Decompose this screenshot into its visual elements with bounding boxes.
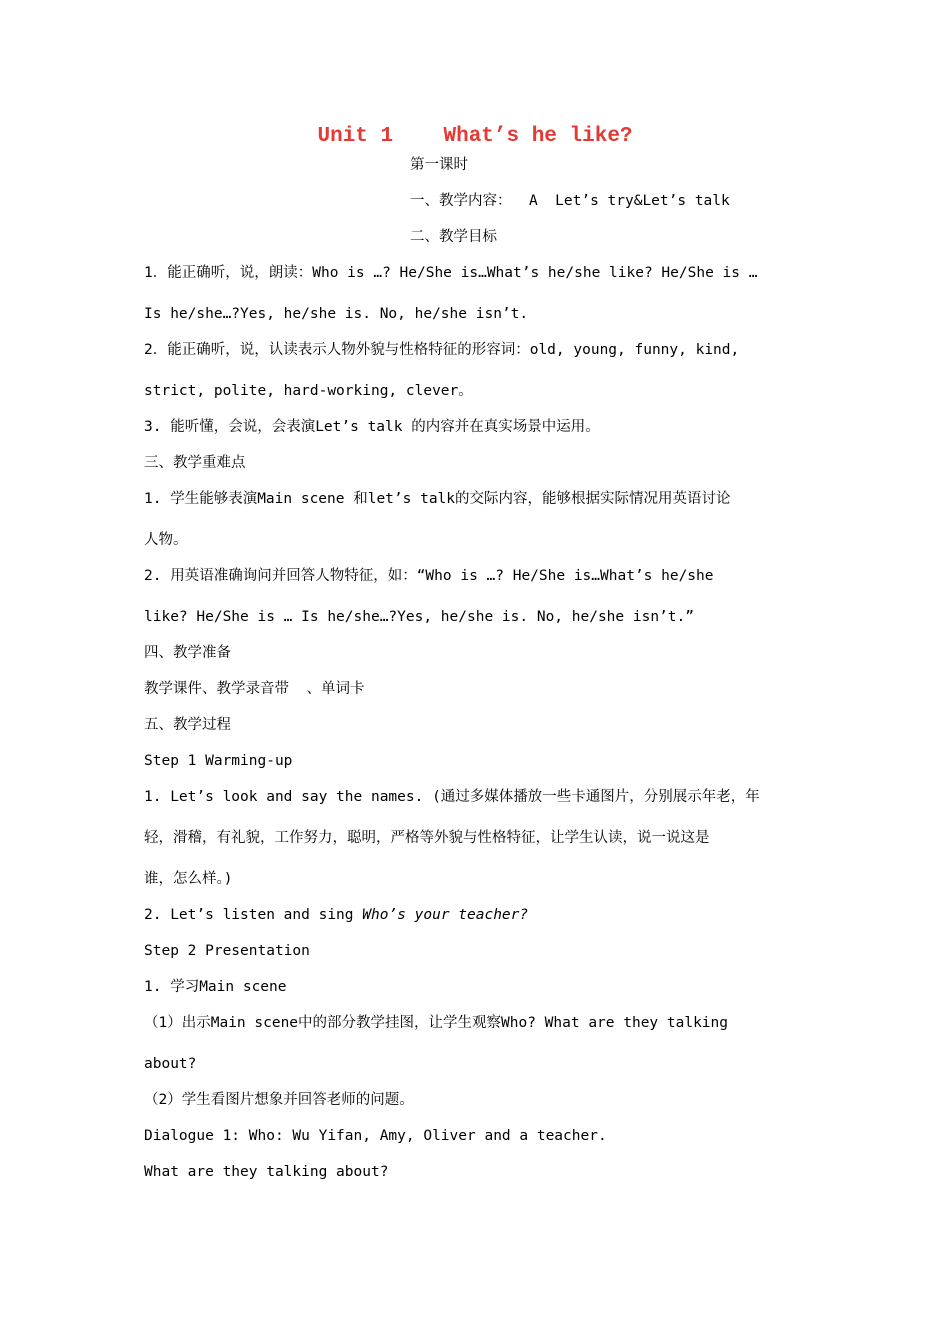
body-line: （1）出示Main scene中的部分教学挂图，让学生观察Who? What are they talking [144, 1015, 728, 1031]
body-line: Dialogue 1: Who: Wu Yifan, Amy, Oliver and a teacher. [144, 1128, 607, 1144]
prep-line: 教学课件、教学录音带 、单词卡 [144, 681, 365, 697]
body-line: 轻，滑稽，有礼貌，工作努力，聪明，严格等外貌与性格特征，让学生认读，说一说这是 [144, 830, 710, 846]
section-heading: 五、教学过程 [144, 717, 231, 733]
body-text: 2. Let’s listen and sing [144, 907, 363, 923]
body-line: （2）学生看图片想象并回答老师的问题。 [144, 1092, 414, 1108]
section-heading: 四、教学准备 [144, 645, 231, 661]
body-line: about? [144, 1056, 197, 1072]
body-line: 1. Let’s look and say the names. (通过多媒体播放一些卡通图片，分别展示年老，年 [144, 789, 760, 805]
body-line: 1. 学习Main scene [144, 979, 287, 995]
body-line: 谁，怎么样。) [144, 871, 233, 887]
section-heading: 三、教学重难点 [144, 455, 246, 471]
body-line [144, 905, 528, 925]
content-label: 一、教学内容： A Let’s try&Let’s talk [410, 193, 730, 209]
objectives-heading: 二、教学目标 [410, 229, 497, 245]
step-heading: Step 1 Warming-up [144, 753, 293, 769]
page-title: Unit 1 What’s he like? [317, 125, 633, 148]
step-heading: Step 2 Presentation [144, 943, 310, 959]
objective-line: 1．能正确听，说，朗读：Who is …? He/She is…What’s he/she like? He/She is … [144, 265, 758, 281]
song-title: Who’s your teacher? [362, 907, 529, 923]
lesson-label: 第一课时 [410, 157, 468, 173]
keypoint-line: 人物。 [144, 532, 188, 548]
body-line: What are they talking about? [144, 1164, 389, 1180]
objective-line: Is he/she…?Yes, he/she is. No, he/she isn’t. [144, 306, 529, 322]
keypoint-line: like? He/She is … Is he/she…?Yes, he/she is. No, he/she isn’t.” [144, 609, 694, 625]
objective-line: strict, polite, hard-working, clever。 [144, 383, 473, 399]
keypoint-line: 2. 用英语准确询问并回答人物特征，如：“Who is …? He/She is…What’s he/she [144, 568, 714, 584]
objective-line: 3. 能听懂，会说，会表演Let’s talk 的内容并在真实场景中运用。 [144, 419, 600, 435]
keypoint-line: 1. 学生能够表演Main scene 和let’s talk的交际内容，能够根据实际情况用英语讨论 [144, 491, 731, 507]
objective-line: 2．能正确听，说，认读表示人物外貌与性格特征的形容词：old, young, funny, kind, [144, 342, 740, 358]
